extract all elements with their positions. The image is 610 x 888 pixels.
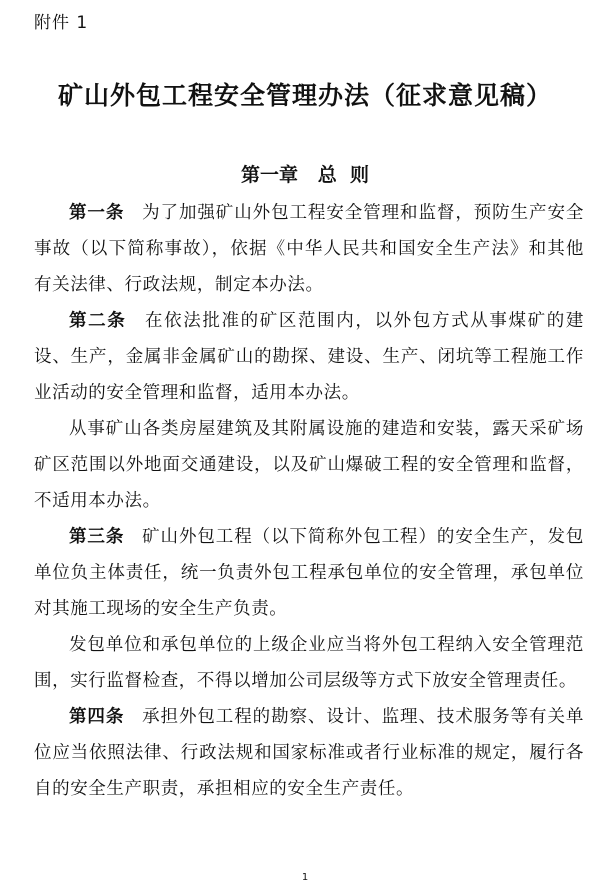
article-label: 第二条: [69, 311, 127, 331]
article-label: 第三条: [69, 527, 125, 547]
article-label: 第四条: [69, 707, 125, 727]
document-body: [34, 195, 584, 807]
article-2-continuation-paragraph: [34, 411, 584, 519]
article-label: 第一条: [69, 203, 125, 223]
attachment-label: 附件 1: [34, 13, 89, 33]
article-text: 承担外包工程的勘察、设计、监理、技术服务等有关单位应当依照法律、行政法规和国家标准或者行业标准的规定，履行各自的安全生产职责，承担相应的安全生产责任。: [34, 707, 584, 799]
paragraph-text: 发包单位和承包单位的上级企业应当将外包工程纳入安全管理范围，实行监督检查，不得以增加公司层级等方式下放安全管理责任。: [34, 635, 584, 691]
article-2-paragraph: [34, 303, 584, 411]
article-1-paragraph: [34, 195, 584, 303]
article-text: 矿山外包工程（以下简称外包工程）的安全生产，发包单位负主体责任，统一负责外包工程承包单位的安全管理，承包单位对其施工现场的安全生产负责。: [34, 527, 584, 619]
document-title: 矿山外包工程安全管理办法（征求意见稿）: [57, 81, 552, 110]
article-text: 在依法批准的矿区范围内，以外包方式从事煤矿的建设、生产，金属非金属矿山的勘探、建设、生产、闭坑等工程施工作业活动的安全管理和监督，适用本办法。: [34, 311, 584, 403]
article-3-paragraph: [34, 519, 584, 627]
page-number: 1: [301, 872, 309, 883]
article-4-paragraph: [34, 699, 584, 807]
article-text: 为了加强矿山外包工程安全管理和监督，预防生产安全事故（以下简称事故），依据《中华人民共和国安全生产法》和其他有关法律、行政法规，制定本办法。: [34, 203, 584, 295]
paragraph-text: 从事矿山各类房屋建筑及其附属设施的建造和安装，露天采矿场矿区范围以外地面交通建设，以及矿山爆破工程的安全管理和监督，不适用本办法。: [34, 419, 584, 511]
chapter-heading: 第一章 总 则: [240, 164, 370, 186]
article-3-continuation-paragraph: [34, 627, 584, 699]
